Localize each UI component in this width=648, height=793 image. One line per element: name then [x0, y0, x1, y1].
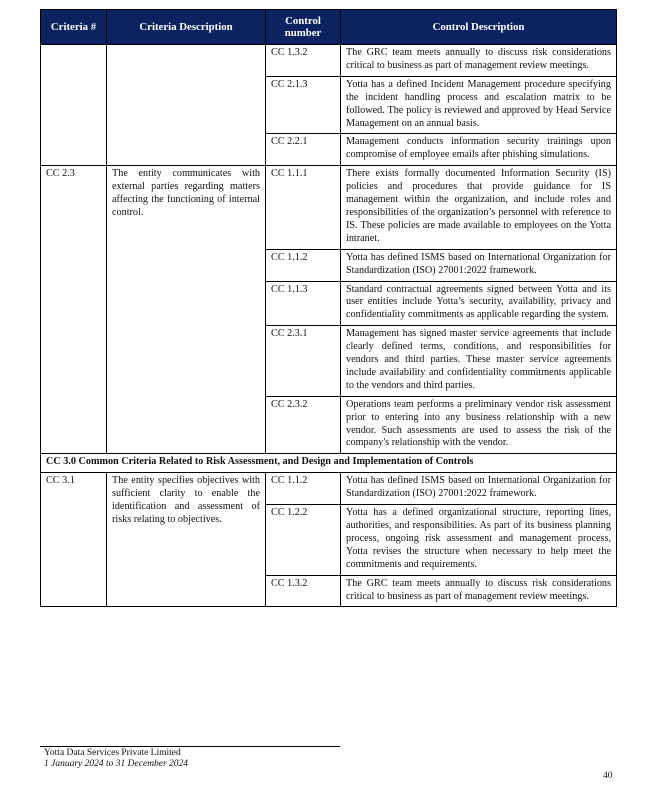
control-number-cell: CC 1.3.2	[266, 45, 341, 77]
control-number-cell: CC 1.2.2	[266, 505, 341, 576]
table-header-row	[41, 10, 617, 45]
control-description-cell: Yotta has defined ISMS based on International Organization for Standardization (ISO) 27001:2022 framework.	[341, 473, 617, 505]
page-number: 40	[603, 771, 613, 781]
control-description-cell: Management has signed master service agreements that include clearly defined terms, conditions, and responsibilities for vendors and third parties. These master service agreements include availability and confidentiality commitments applicable to the vendors and third parties.	[341, 326, 617, 397]
table-row	[41, 45, 617, 77]
table-row	[41, 473, 617, 505]
control-number-cell: CC 2.2.1	[266, 134, 341, 166]
control-description-cell: Operations team performs a preliminary vendor risk assessment prior to entering into any business relationship with a new vendor. Such assessments are used to assess the risk of the company's relationship with the vendor.	[341, 396, 617, 454]
criteria-number-cell	[41, 45, 107, 166]
footer-divider	[40, 746, 340, 747]
control-number-cell: CC 1.1.2	[266, 473, 341, 505]
control-number-cell: CC 1.1.1	[266, 166, 341, 249]
control-description-cell: There exists formally documented Information Security (IS) policies and procedures that provide guidance for IS management within the organization, and include roles and responsibilities of the organization’s personnel with reference to IS. These policies are made available to employees on the Yotta intranet.	[341, 166, 617, 249]
section-heading-row	[41, 454, 617, 473]
header-control-description: Control Description	[341, 10, 617, 45]
criteria-number-cell: CC 2.3	[41, 166, 107, 454]
control-description-cell: Yotta has a defined Incident Management procedure specifying the incident handling process and escalation matrix to be followed. The policy is reviewed and approved by Head Service Management on an annual basis.	[341, 76, 617, 134]
control-number-cell: CC 1.3.2	[266, 575, 341, 607]
control-description-cell: Management conducts information security trainings upon compromise of employee emails after phishing simulations.	[341, 134, 617, 166]
header-criteria-number: Criteria #	[41, 10, 107, 45]
controls-table	[40, 9, 617, 607]
control-number-cell: CC 1.1.2	[266, 249, 341, 281]
control-number-cell: CC 2.3.2	[266, 396, 341, 454]
control-description-cell: Yotta has a defined organizational structure, reporting lines, authorities, and responsibilities. As part of its business planning process, ongoing risk assessment and management process, Yotta revises the structure when necessary to help meet the commitments and requirements.	[341, 505, 617, 576]
footer-company: Yotta Data Services Private Limited	[44, 748, 181, 758]
header-control-number: Control number	[266, 10, 341, 45]
section-heading: CC 3.0 Common Criteria Related to Risk Assessment, and Design and Implementation of Controls	[41, 454, 617, 473]
control-description-cell: Standard contractual agreements signed between Yotta and its user entities include Yotta’s security, availability, privacy and confidentiality commitments as applicable regarding the system.	[341, 281, 617, 326]
control-number-cell: CC 1.1.3	[266, 281, 341, 326]
criteria-description-cell: The entity communicates with external parties regarding matters affecting the functioning of internal control.	[107, 166, 266, 454]
table-row	[41, 166, 617, 249]
criteria-description-cell: The entity specifies objectives with sufficient clarity to enable the identification and assessment of risks relating to objectives.	[107, 473, 266, 607]
control-number-cell: CC 2.1.3	[266, 76, 341, 134]
header-criteria-description: Criteria Description	[107, 10, 266, 45]
criteria-number-cell: CC 3.1	[41, 473, 107, 607]
control-description-cell: The GRC team meets annually to discuss risk considerations critical to business as part of management review meetings.	[341, 45, 617, 77]
control-description-cell: The GRC team meets annually to discuss risk considerations critical to business as part of management review meetings.	[341, 575, 617, 607]
footer-period: 1 January 2024 to 31 December 2024	[44, 759, 189, 769]
control-description-cell: Yotta has defined ISMS based on International Organization for Standardization (ISO) 27001:2022 framework.	[341, 249, 617, 281]
criteria-description-cell	[107, 45, 266, 166]
control-number-cell: CC 2.3.1	[266, 326, 341, 397]
